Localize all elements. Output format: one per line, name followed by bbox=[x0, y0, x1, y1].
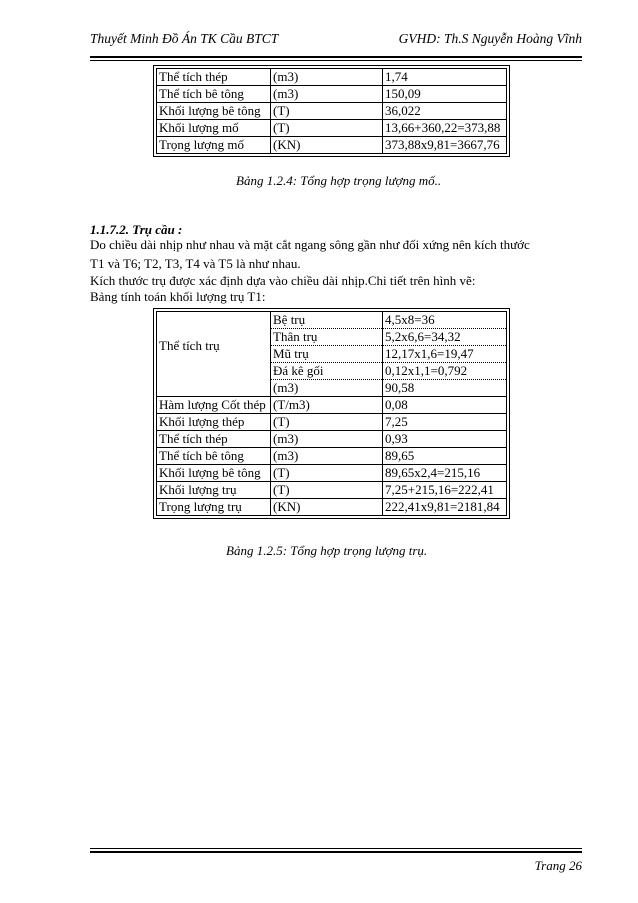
row-value: 373,88x9,81=3667,76 bbox=[383, 137, 507, 154]
row-unit: (T) bbox=[271, 103, 383, 120]
row-label: Hàm lượng Cốt thép bbox=[157, 397, 271, 414]
row-label: Khối lượng trụ bbox=[157, 482, 271, 499]
row-label: Trọng lượng mố bbox=[157, 137, 271, 154]
row-label: Khối lượng bê tông bbox=[157, 465, 271, 482]
table-row bbox=[157, 431, 507, 448]
row-value: 7,25+215,16=222,41 bbox=[383, 482, 507, 499]
row-unit: Đá kê gối bbox=[271, 363, 383, 380]
footer-divider-thin bbox=[90, 848, 582, 849]
row-label: Khối lượng bê tông bbox=[157, 103, 271, 120]
group-label: Thể tích trụ bbox=[157, 312, 271, 380]
header-divider-thick bbox=[90, 56, 582, 58]
row-value: 89,65 bbox=[383, 448, 507, 465]
page-number: Trang 26 bbox=[534, 858, 582, 873]
row-unit: (T) bbox=[271, 120, 383, 137]
row-unit: (KN) bbox=[271, 499, 383, 516]
row-value: 1,74 bbox=[383, 69, 507, 86]
row-unit: (T) bbox=[271, 414, 383, 431]
table-row bbox=[157, 414, 507, 431]
row-value: 90,58 bbox=[383, 380, 507, 397]
table-row bbox=[157, 448, 507, 465]
row-unit: Bệ trụ bbox=[271, 312, 383, 329]
row-value: 7,25 bbox=[383, 414, 507, 431]
row-unit: Thân trụ bbox=[271, 329, 383, 346]
table-row bbox=[157, 86, 507, 103]
row-value: 150,09 bbox=[383, 86, 507, 103]
row-label: Thể tích bê tông bbox=[157, 448, 271, 465]
group-label-empty bbox=[157, 380, 271, 397]
row-value: 0,93 bbox=[383, 431, 507, 448]
row-label: Thể tích thép bbox=[157, 69, 271, 86]
table-row bbox=[157, 397, 507, 414]
body-paragraph: Do chiều dài nhịp như nhau và mặt cắt ngang sông gần như đối xứng nên kích thước bbox=[90, 237, 530, 252]
row-value: 36,022 bbox=[383, 103, 507, 120]
row-unit: (T) bbox=[271, 482, 383, 499]
row-label: Khối lượng thép bbox=[157, 414, 271, 431]
row-label: Thể tích bê tông bbox=[157, 86, 271, 103]
row-unit: (T/m3) bbox=[271, 397, 383, 414]
row-value: 4,5x8=36 bbox=[383, 312, 507, 329]
body-paragraph: Kích thước trụ được xác định dựa vào chiều dài nhịp.Chi tiết trên hình vẽ: bbox=[90, 273, 476, 288]
row-value: 89,65x2,4=215,16 bbox=[383, 465, 507, 482]
row-value: 12,17x1,6=19,47 bbox=[383, 346, 507, 363]
body-paragraph: Bảng tính toán khối lượng trụ T1: bbox=[90, 289, 266, 304]
table-row bbox=[157, 312, 507, 329]
body-paragraph: T1 và T6; T2, T3, T4 và T5 là như nhau. bbox=[90, 256, 301, 271]
row-unit: (m3) bbox=[271, 431, 383, 448]
table-row bbox=[157, 465, 507, 482]
footer-divider-thick bbox=[90, 851, 582, 853]
row-label: Thể tích thép bbox=[157, 431, 271, 448]
row-label: Trọng lượng trụ bbox=[157, 499, 271, 516]
row-unit: (m3) bbox=[271, 86, 383, 103]
row-unit: (m3) bbox=[271, 380, 383, 397]
table-row bbox=[157, 482, 507, 499]
abutment-weight-table bbox=[156, 68, 507, 154]
row-value: 0,12x1,1=0,792 bbox=[383, 363, 507, 380]
row-label: Khối lượng mố bbox=[157, 120, 271, 137]
table1-caption: Bảng 1.2.4: Tổng hợp trọng lượng mố.. bbox=[236, 173, 442, 188]
table-row bbox=[157, 137, 507, 154]
row-value: 5,2x6,6=34,32 bbox=[383, 329, 507, 346]
row-unit: (m3) bbox=[271, 448, 383, 465]
row-unit: (T) bbox=[271, 465, 383, 482]
row-value: 222,41x9,81=2181,84 bbox=[383, 499, 507, 516]
header-divider-thin bbox=[90, 60, 582, 61]
row-value: 0,08 bbox=[383, 397, 507, 414]
section-heading: 1.1.7.2. Trụ cầu : bbox=[90, 222, 183, 237]
row-value: 13,66+360,22=373,88 bbox=[383, 120, 507, 137]
row-unit: Mũ trụ bbox=[271, 346, 383, 363]
row-unit: (m3) bbox=[271, 69, 383, 86]
supervisor-label: GVHD: Th.S Nguyễn Hoàng Vĩnh bbox=[398, 31, 582, 46]
pier-weight-table bbox=[156, 311, 507, 516]
table-row bbox=[157, 69, 507, 86]
page-header bbox=[90, 31, 582, 53]
table2-caption: Bảng 1.2.5: Tổng hợp trọng lượng trụ. bbox=[226, 543, 428, 558]
table-row bbox=[157, 120, 507, 137]
table-row bbox=[157, 499, 507, 516]
document-title: Thuyết Minh Đồ Án TK Cầu BTCT bbox=[90, 31, 279, 46]
table-row bbox=[157, 380, 507, 397]
row-unit: (KN) bbox=[271, 137, 383, 154]
table-row bbox=[157, 103, 507, 120]
